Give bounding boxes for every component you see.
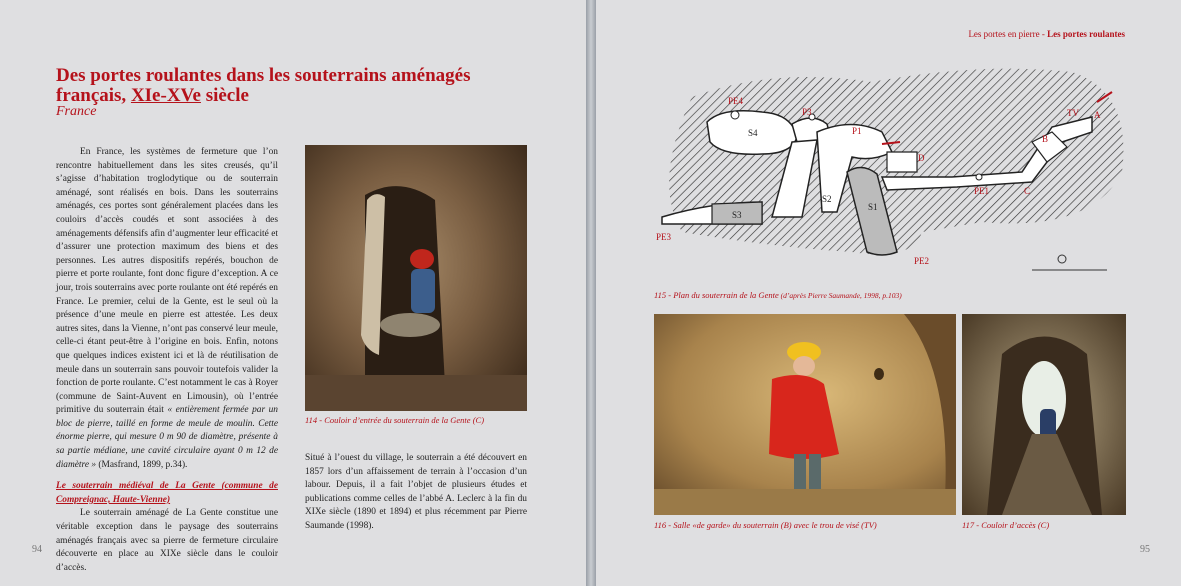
plan-label-A: A [1094, 110, 1101, 120]
left-page [0, 0, 586, 586]
plan-label-PE3: PE3 [656, 232, 672, 242]
section-head-text: Le souterrain médiéval de La Gente (commune de Compreignac, Haute-Vienne) [56, 481, 278, 505]
paragraph-gente: Le souterrain aménagé de La Gente constitue une véritable exception dans le paysage des souterrains aménagés français avec sa pierre de fermeture circulaire découverte en place au XIXe siècle dans le couloir d’accès. [56, 508, 278, 573]
caption-115 [654, 290, 902, 300]
plan-label-P3: P3 [802, 107, 812, 117]
page-title [56, 66, 526, 106]
plan-label-S3: S3 [732, 210, 742, 220]
intro-text: En France, les systèmes de fermeture que l’on rencontre habituellement dans les sites creusés, qu’il s’agisse d’habitation troglodytique ou de souterrain aménagé, sont réalisés en bois. Dans les souterrains aménagés, ces portes sont généralement placées dans les couloirs d’accès coudés et sont associées à des aménagements défensifs afin d’augmenter leur efficacité et d’assurer une protection maximum des biens et des personnes. Les autres dispositifs repérés, bouchon de pierre et porte roulante, font donc figure d’exception. A ce jour, trois souterrains avec porte roulante ont été repérés en France. Le premier, celui de la Gente, est le seul où la présence d’une meule en pierre est attestée. Les deux autres sites, dans la Vienne, n’ont pas conservé leur meule, celle-ci étant peut-être à l’origine en bois. Enfin, notons que quelques indices existent ici et là de réutilisation de meule dans un souterrain sans pouvoir toutefois valider la fonction de porte roulante. C’est notamment le cas à Royer (commune de Saint-Auvent en Limousin), où l’entrée primitive du souterrain était [56, 147, 278, 416]
paragraph-intro [56, 146, 278, 472]
plan-label-PE4: PE4 [728, 96, 744, 106]
quote-text: « entièrement fermée par un bloc de pierre, taillé en forme de meule de moulin. Cette énorme pierre, qui mesure 0 m 90 de diamètre, présente à sa partie médiane, une cavité circulaire ayant 0 m 12 de diamètre » [56, 405, 278, 470]
photo-116-guard-room [654, 314, 956, 515]
title-line-2 [56, 86, 526, 106]
plan-label-C: C [1024, 186, 1031, 196]
plan-label-B: B [1042, 134, 1049, 144]
plan-label-PE1: PE1 [974, 186, 990, 196]
right-page [596, 0, 1181, 586]
caption-117: 117 - Couloir d’accès (C) [962, 520, 1050, 530]
photo-117-access-corridor [962, 314, 1126, 515]
plan-label-P1: P1 [852, 126, 862, 136]
page-number-right: 95 [1140, 544, 1150, 555]
caption-115-title: 115 - Plan du souterrain de la Gente [654, 290, 779, 300]
caption-116: 116 - Salle «de garde» du souterrain (B) avec le trou de visé (TV) [654, 520, 877, 530]
title-line-2-c: siècle [200, 85, 249, 106]
running-header-chapter: Les portes roulantes [1047, 29, 1125, 39]
title-line-2-a: français, [56, 85, 131, 106]
subtitle: France [56, 104, 97, 119]
running-header [968, 29, 1125, 39]
paragraph-situation: Situé à l’ouest du village, le souterrain a été découvert en 1857 lors d’un affaissement de terrain à l’occasion d’un labour. Depuis, il a fait l’objet de plusieurs études et publications comme celles de l’abbé A. Leclerc à la fin du XIXe siècle (1890 et 1894) et plus récemment par Pierre Saumande (1998). [305, 453, 527, 531]
page-number-left: 94 [32, 544, 42, 555]
book-gutter [586, 0, 596, 586]
caption-115-source: (d’après Pierre Saumande, 1998, p.103) [778, 291, 902, 300]
title-line-2-b: XIe-XVe [130, 85, 201, 106]
plan-label-S4: S4 [748, 128, 758, 138]
column-2 [305, 452, 527, 534]
caption-114: 114 - Couloir d’entrée du souterrain de la Gente (C) [305, 415, 485, 425]
plan-label-TV: TV [1067, 108, 1079, 118]
column-1 [56, 146, 278, 575]
plan-figure-115 [652, 62, 1132, 282]
plan-label-S1: S1 [868, 202, 878, 212]
quote-ref: (Masfrand, 1899, p.34). [96, 459, 188, 470]
plan-label-D: D [918, 153, 925, 163]
running-header-section: Les portes en pierre - [968, 29, 1048, 39]
title-line-1: Des portes roulantes dans les souterrains aménagés [56, 65, 471, 86]
plan-label-PE2: PE2 [914, 256, 930, 266]
plan-label-S2: S2 [822, 194, 832, 204]
section-heading [56, 480, 278, 507]
photo-114-corridor [305, 145, 527, 411]
